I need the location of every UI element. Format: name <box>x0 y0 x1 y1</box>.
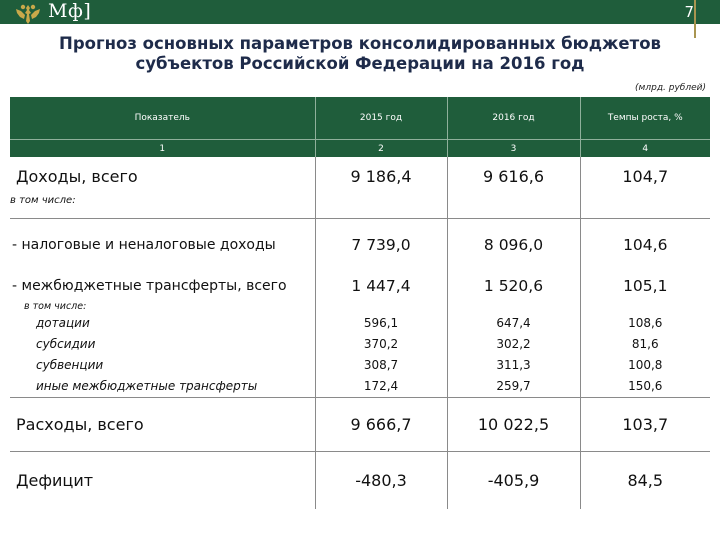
table-row-transfers <box>10 272 710 300</box>
accent-line <box>694 0 696 38</box>
row-label: Расходы, всего <box>10 397 315 451</box>
column-number: 1 <box>10 140 315 158</box>
value-2015: 172,4 <box>315 375 447 397</box>
growth-value: 100,8 <box>580 354 710 375</box>
value-2015: 308,7 <box>315 354 447 375</box>
table-row-income <box>10 157 710 195</box>
value-2016: 302,2 <box>447 333 580 354</box>
growth-value: 105,1 <box>580 272 710 300</box>
title-line-1: Прогноз основных параметров консолидированных бюджетов <box>59 34 661 53</box>
table-row-including <box>10 195 710 218</box>
value-2016: 259,7 <box>447 375 580 397</box>
row-label: Дефицит <box>10 451 315 509</box>
value-2016: 311,3 <box>447 354 580 375</box>
column-header: 2015 год <box>315 97 447 140</box>
table-row-other-transfers <box>10 375 710 397</box>
row-label: иные межбюджетные трансферты <box>36 378 258 393</box>
growth-value: 104,6 <box>580 218 710 272</box>
column-header: Темпы роста, % <box>580 97 710 140</box>
row-label: дотации <box>36 316 90 330</box>
row-label: Доходы, всего <box>16 166 138 186</box>
value-2016: 8 096,0 <box>447 218 580 272</box>
growth-value: 108,6 <box>580 313 710 333</box>
value-2016: 1 520,6 <box>447 272 580 300</box>
growth-value: 150,6 <box>580 375 710 397</box>
growth-value: 103,7 <box>580 397 710 451</box>
value-2015: -480,3 <box>315 451 447 509</box>
including-note: в том числе: <box>10 195 76 206</box>
table-header-row <box>10 97 710 140</box>
growth-value: 84,5 <box>580 451 710 509</box>
value-2015: 7 739,0 <box>315 218 447 272</box>
budget-table <box>10 97 710 509</box>
eagle-emblem-icon <box>14 1 42 25</box>
value-2015: 1 447,4 <box>315 272 447 300</box>
value-2016: 9 616,6 <box>447 157 580 195</box>
page-title <box>0 34 720 74</box>
table-row-tax <box>10 218 710 272</box>
column-number-row <box>10 140 710 158</box>
value-2015: 596,1 <box>315 313 447 333</box>
table-row-transfers-including <box>10 300 710 313</box>
value-2016: 647,4 <box>447 313 580 333</box>
table-row-subsidies <box>10 333 710 354</box>
ministry-logo-text: Мф] <box>48 0 92 22</box>
column-header: 2016 год <box>447 97 580 140</box>
table-row-subventions <box>10 354 710 375</box>
value-2015: 9 666,7 <box>315 397 447 451</box>
including-note: в том числе: <box>24 301 87 312</box>
top-bar <box>0 0 720 24</box>
column-header: Показатель <box>10 97 315 140</box>
units-note: (млрд. рублей) <box>635 83 706 93</box>
row-label: субвенции <box>36 357 104 372</box>
table-row-expenses <box>10 397 710 451</box>
growth-value: 104,7 <box>580 157 710 195</box>
column-number: 2 <box>315 140 447 158</box>
page-number: 7 <box>684 3 694 21</box>
value-2016: 10 022,5 <box>447 397 580 451</box>
table-row-dotations <box>10 313 710 333</box>
table-row-deficit <box>10 451 710 509</box>
row-label: - межбюджетные трансферты, всего <box>12 278 287 294</box>
growth-value: 81,6 <box>580 333 710 354</box>
column-number: 4 <box>580 140 710 158</box>
row-label: субсидии <box>36 336 96 351</box>
value-2015: 9 186,4 <box>315 157 447 195</box>
row-label: - налоговые и неналоговые доходы <box>10 218 315 272</box>
value-2015: 370,2 <box>315 333 447 354</box>
title-line-2: субъектов Российской Федерации на 2016 год <box>135 54 585 73</box>
value-2016: -405,9 <box>447 451 580 509</box>
column-number: 3 <box>447 140 580 158</box>
